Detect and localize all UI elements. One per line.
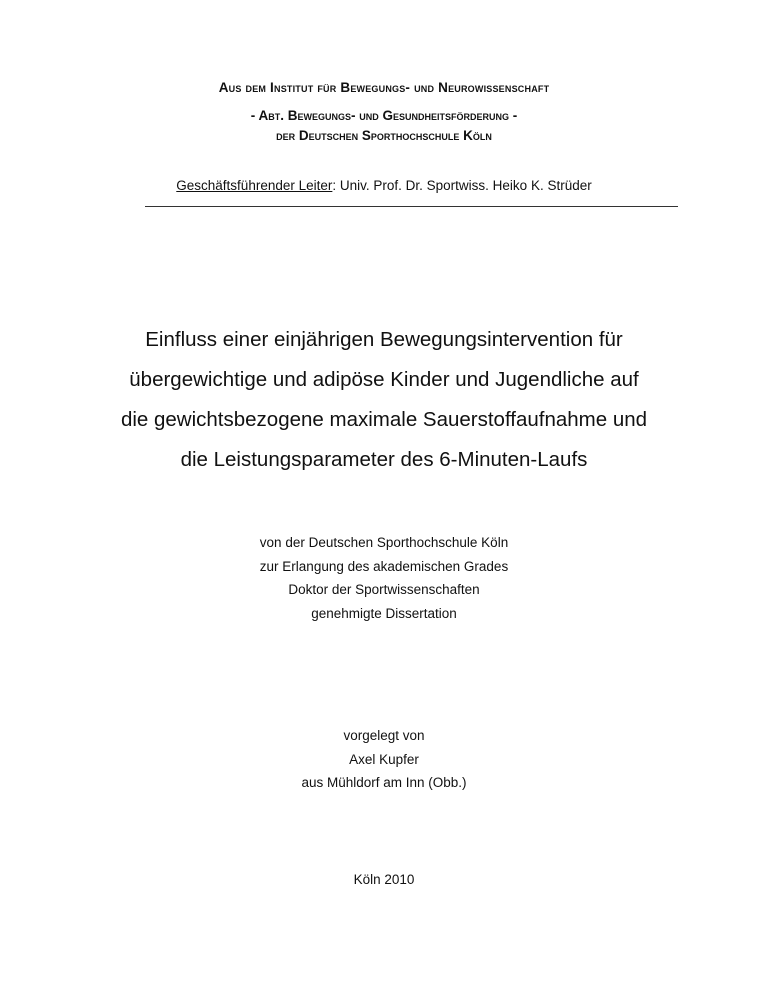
author-name: Axel Kupfer: [349, 751, 419, 767]
presented-by: vorgelegt von: [343, 728, 425, 743]
submission-line: zur Erlangung des akademischen Grades: [259, 558, 509, 574]
director-label: Geschäftsführender Leiter: [176, 178, 333, 193]
submission-line: von der Deutschen Sporthochschule Köln: [259, 535, 509, 550]
thesis-title-line: übergewichtige und adipöse Kinder und Jugendliche auf: [129, 368, 639, 391]
thesis-title-line: Einfluss einer einjährigen Bewegungsintervention für: [145, 328, 623, 351]
thesis-title-line: die Leistungsparameter des 6-Minuten-Laufs: [180, 448, 588, 471]
director-name: Univ. Prof. Dr. Sportwiss. Heiko K. Strüder: [336, 178, 592, 193]
director-separator: :: [332, 178, 337, 193]
submission-line: genehmigte Dissertation: [311, 605, 457, 621]
submission-statement: [0, 531, 768, 625]
header-divider: [145, 206, 678, 207]
institute-name: Aus dem Institut für Bewegungs- und Neurowissenschaft: [218, 80, 550, 95]
author-block: [0, 724, 768, 795]
author-origin: aus Mühldorf am Inn (Obb.): [301, 775, 467, 790]
director-line: [0, 178, 768, 193]
university-name: der Deutschen Sporthochschule Köln: [276, 128, 492, 143]
department-name: - Abt. Bewegungs- und Gesundheitsförderung -: [250, 108, 518, 123]
thesis-title-line: die gewichtsbezogene maximale Sauerstoffaufnahme und: [120, 408, 648, 431]
thesis-title: [0, 320, 768, 480]
place-and-year: Köln 2010: [353, 872, 415, 887]
submission-line: Doktor der Sportwissenschaften: [288, 582, 480, 597]
